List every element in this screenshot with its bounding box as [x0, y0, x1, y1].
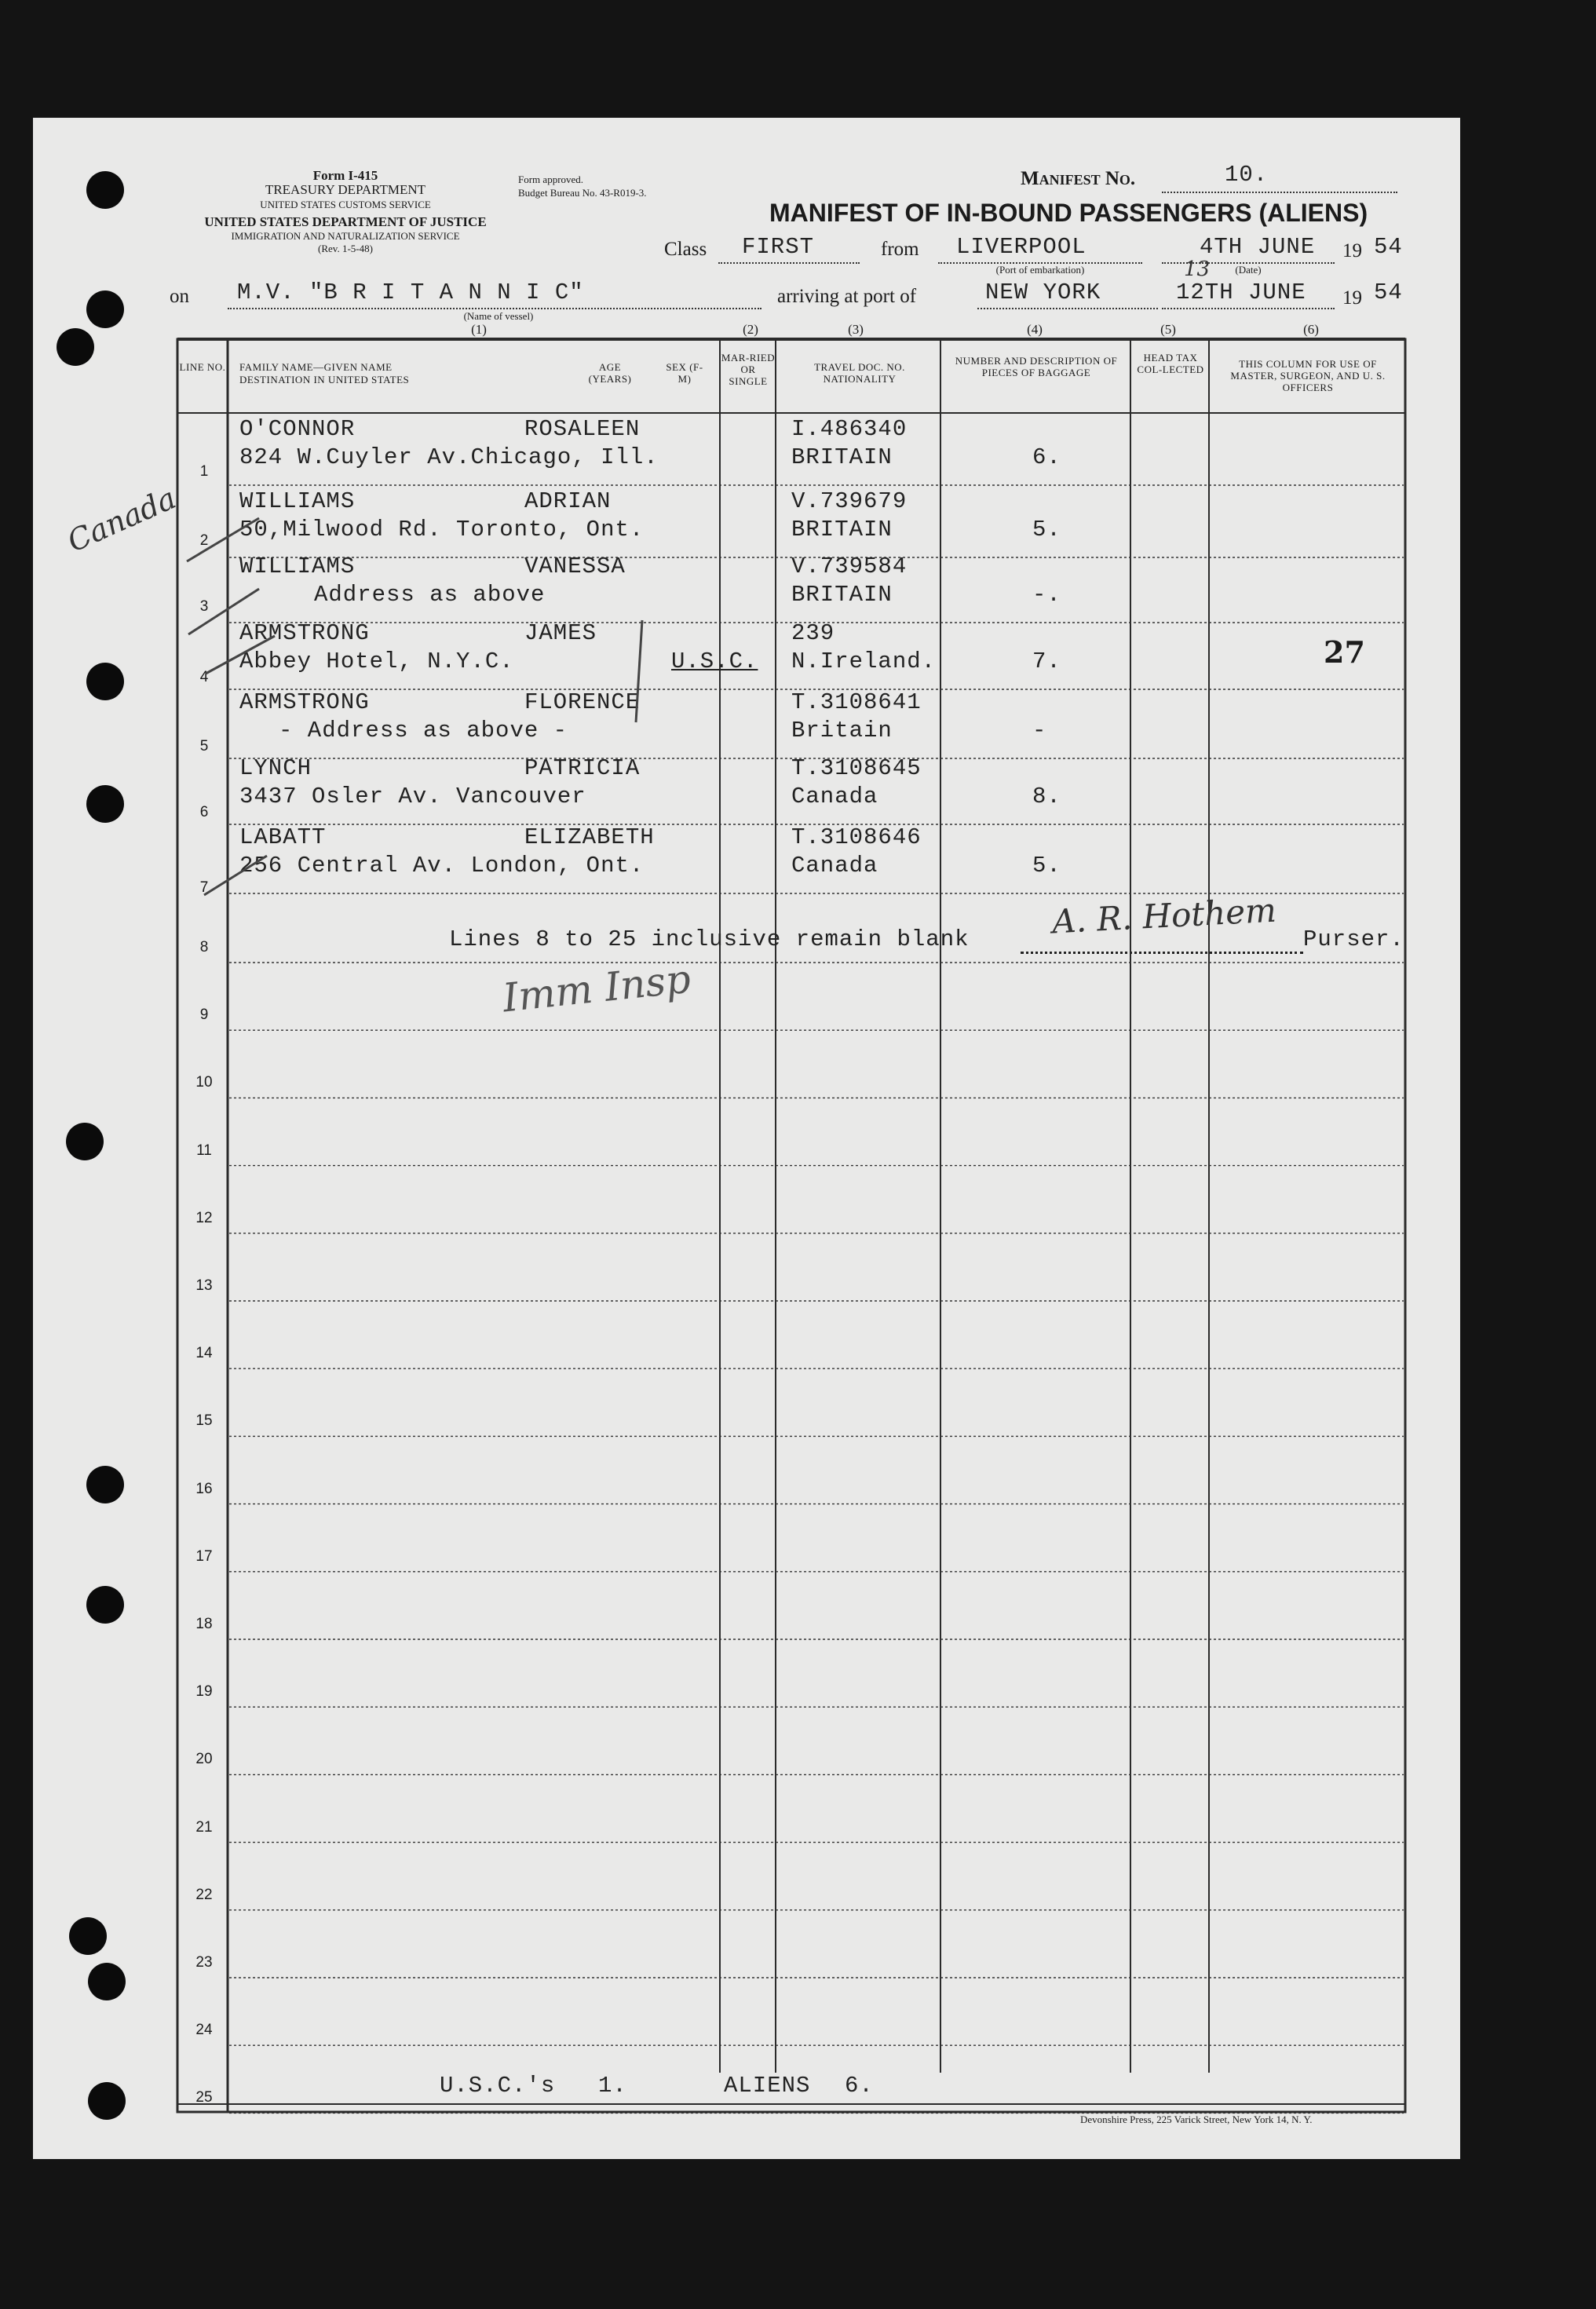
col-num-1: (1) — [471, 322, 487, 337]
passenger-baggage: 5. — [1032, 853, 1061, 879]
line-number: 11 — [196, 1142, 212, 1159]
line-number: 6 — [199, 804, 209, 820]
arrival-year-prefix: 19 — [1342, 287, 1362, 309]
manifest-no-value: 10. — [1225, 162, 1269, 188]
header-sex: SEX (F-M) — [666, 361, 703, 385]
vessel-caption: (Name of vessel) — [463, 310, 534, 322]
passenger-address: - Address as above - — [279, 718, 568, 743]
passenger-family: LYNCH — [239, 755, 312, 781]
col-num-5: (5) — [1160, 322, 1176, 337]
passenger-baggage: 8. — [1032, 784, 1061, 809]
officer-note: 27 — [1324, 634, 1365, 670]
margin-note: Canada — [62, 480, 181, 559]
from-label: from — [881, 239, 919, 260]
arrival-year: 54 — [1374, 279, 1403, 305]
passenger-doc: T.3108641 — [791, 689, 922, 715]
col-num-4: (4) — [1027, 322, 1043, 337]
line-number: 18 — [195, 1616, 213, 1632]
passenger-given: ELIZABETH — [524, 824, 655, 850]
passenger-doc: I.486340 — [791, 416, 908, 442]
line-number: 2 — [199, 532, 209, 549]
departure-date: 4TH JUNE — [1200, 234, 1316, 260]
line-number: 20 — [195, 1751, 213, 1768]
passenger-address: Address as above — [314, 582, 546, 608]
passenger-address: 256 Central Av. London, Ont. — [239, 853, 645, 879]
passenger-given: ADRIAN — [524, 488, 612, 514]
immigration-service: IMMIGRATION AND NATURALIZATION SERVICE — [231, 230, 460, 242]
passenger-given: FLORENCE — [524, 689, 641, 715]
line-number: 16 — [195, 1480, 213, 1497]
treasury-department: TREASURY DEPARTMENT — [265, 182, 426, 197]
line-number: 14 — [195, 1345, 213, 1362]
page-title: MANIFEST OF IN-BOUND PASSENGERS (ALIENS) — [769, 199, 1368, 227]
line-number: 5 — [199, 738, 209, 754]
class-label: Class — [664, 239, 707, 260]
passenger-family: O'CONNOR — [239, 416, 356, 442]
line-number: 8 — [199, 939, 209, 955]
from-value: LIVERPOOL — [956, 234, 1087, 260]
passenger-doc: V.739679 — [791, 488, 908, 514]
header-head-tax: HEAD TAX COL-LECTED — [1137, 352, 1204, 375]
header-baggage: NUMBER AND DESCRIPTION OF PIECES OF BAGGAGE — [955, 355, 1118, 378]
total-usc-label: U.S.C.'s — [440, 2073, 556, 2099]
header-age: AGE (YEARS) — [588, 361, 632, 385]
passenger-doc: V.739584 — [791, 554, 908, 579]
arrival-date: 12TH JUNE — [1176, 279, 1306, 305]
printer-credit: Devonshire Press, 225 Varick Street, New York 14, N. Y. — [1080, 2114, 1313, 2125]
passenger-address: 824 W.Cuyler Av.Chicago, Ill. — [239, 444, 659, 470]
passenger-family: ARMSTRONG — [239, 620, 370, 646]
passenger-sex-married: U.S.C. — [671, 648, 758, 674]
total-aliens-count: 6. — [845, 2073, 874, 2099]
header-destination: DESTINATION IN UNITED STATES — [239, 374, 410, 385]
on-label: on — [170, 286, 189, 307]
revision: (Rev. 1-5-48) — [318, 243, 373, 254]
line-number: 13 — [195, 1277, 213, 1294]
total-usc-count: 1. — [598, 2073, 627, 2099]
line-number: 15 — [195, 1412, 213, 1430]
header-name: FAMILY NAME—GIVEN NAME — [239, 361, 393, 373]
passenger-family: WILLIAMS — [239, 554, 356, 579]
total-aliens-label: ALIENS — [724, 2073, 811, 2099]
passenger-family: WILLIAMS — [239, 488, 356, 514]
passenger-nationality: Canada — [791, 853, 878, 879]
line-number: 1 — [199, 463, 209, 480]
passenger-baggage: 6. — [1032, 444, 1061, 470]
passenger-nationality: Britain — [791, 718, 893, 743]
manifest-no-label: Manifest No. — [1021, 168, 1136, 189]
passenger-address: Abbey Hotel, N.Y.C. — [239, 648, 514, 674]
form-approved: Form approved. — [518, 174, 584, 185]
vessel-name: M.V. "B R I T A N N I C" — [237, 279, 584, 305]
line-number: 25 — [195, 2089, 213, 2106]
passenger-nationality: N.Ireland. — [791, 648, 937, 674]
class-value: FIRST — [742, 234, 815, 260]
header-line-no: LINE NO. — [179, 361, 226, 373]
passenger-nationality: Canada — [791, 784, 878, 809]
inspector-signature: Imm Insp — [500, 955, 693, 1021]
line-number: 22 — [195, 1886, 213, 1903]
col-num-6: (6) — [1303, 322, 1319, 337]
passenger-doc: T.3108646 — [791, 824, 922, 850]
passenger-given: VANESSA — [524, 554, 626, 579]
year-prefix: 19 — [1342, 240, 1362, 261]
passenger-address: 3437 Osler Av. Vancouver — [239, 784, 586, 809]
passenger-given: JAMES — [524, 620, 597, 646]
passenger-given: ROSALEEN — [524, 416, 641, 442]
passenger-nationality: BRITAIN — [791, 517, 893, 543]
passenger-family: ARMSTRONG — [239, 689, 370, 715]
passenger-baggage: - — [1032, 718, 1047, 743]
line-number: 10 — [195, 1074, 213, 1091]
passenger-baggage: 7. — [1032, 648, 1061, 674]
passenger-baggage: -. — [1032, 582, 1061, 608]
line-number: 12 — [195, 1209, 213, 1226]
purser-signature: A. R. Hothem — [1050, 890, 1277, 941]
passenger-family: LABATT — [239, 824, 327, 850]
port-embark-caption: (Port of embarkation) — [995, 264, 1085, 276]
col-num-3: (3) — [848, 322, 864, 337]
line-number: 7 — [199, 879, 209, 896]
date-caption: (Date) — [1235, 264, 1262, 276]
purser-label: Purser. — [1303, 926, 1404, 952]
passenger-given: PATRICIA — [524, 755, 641, 781]
line-number: 23 — [195, 1954, 213, 1971]
line-number: 4 — [199, 669, 209, 685]
year-value: 54 — [1374, 234, 1403, 260]
line-number: 17 — [195, 1547, 213, 1565]
passenger-address: 50,Milwood Rd. Toronto, Ont. — [239, 517, 645, 543]
line-number: 3 — [199, 598, 209, 615]
line-number: 24 — [195, 2022, 213, 2039]
header-travel-doc: TRAVEL DOC. NO. NATIONALITY — [814, 361, 905, 385]
passenger-nationality: BRITAIN — [791, 582, 893, 608]
passenger-nationality: BRITAIN — [791, 444, 893, 470]
passenger-doc: T.3108645 — [791, 755, 922, 781]
line-number: 21 — [195, 1818, 213, 1836]
passenger-baggage: 5. — [1032, 517, 1061, 543]
header-married: MAR-RIED OR SINGLE — [721, 352, 776, 387]
customs-service: UNITED STATES CUSTOMS SERVICE — [260, 199, 431, 210]
budget-bureau: Budget Bureau No. 43-R019-3. — [518, 187, 647, 199]
arriving-port: NEW YORK — [985, 279, 1101, 305]
blank-note: Lines 8 to 25 inclusive remain blank — [449, 926, 970, 952]
header-officers: THIS COLUMN FOR USE OF MASTER, SURGEON, AND U. S. OFFICERS — [1230, 358, 1386, 393]
arrival-date-correction: 13 — [1184, 258, 1211, 281]
line-number: 19 — [195, 1683, 213, 1701]
line-number: 9 — [199, 1007, 209, 1024]
col-num-2: (2) — [743, 322, 758, 337]
justice-department: UNITED STATES DEPARTMENT OF JUSTICE — [204, 214, 487, 229]
passenger-doc: 239 — [791, 620, 835, 646]
arriving-label: arriving at port of — [777, 286, 917, 307]
form-number: Form I-415 — [312, 168, 378, 183]
